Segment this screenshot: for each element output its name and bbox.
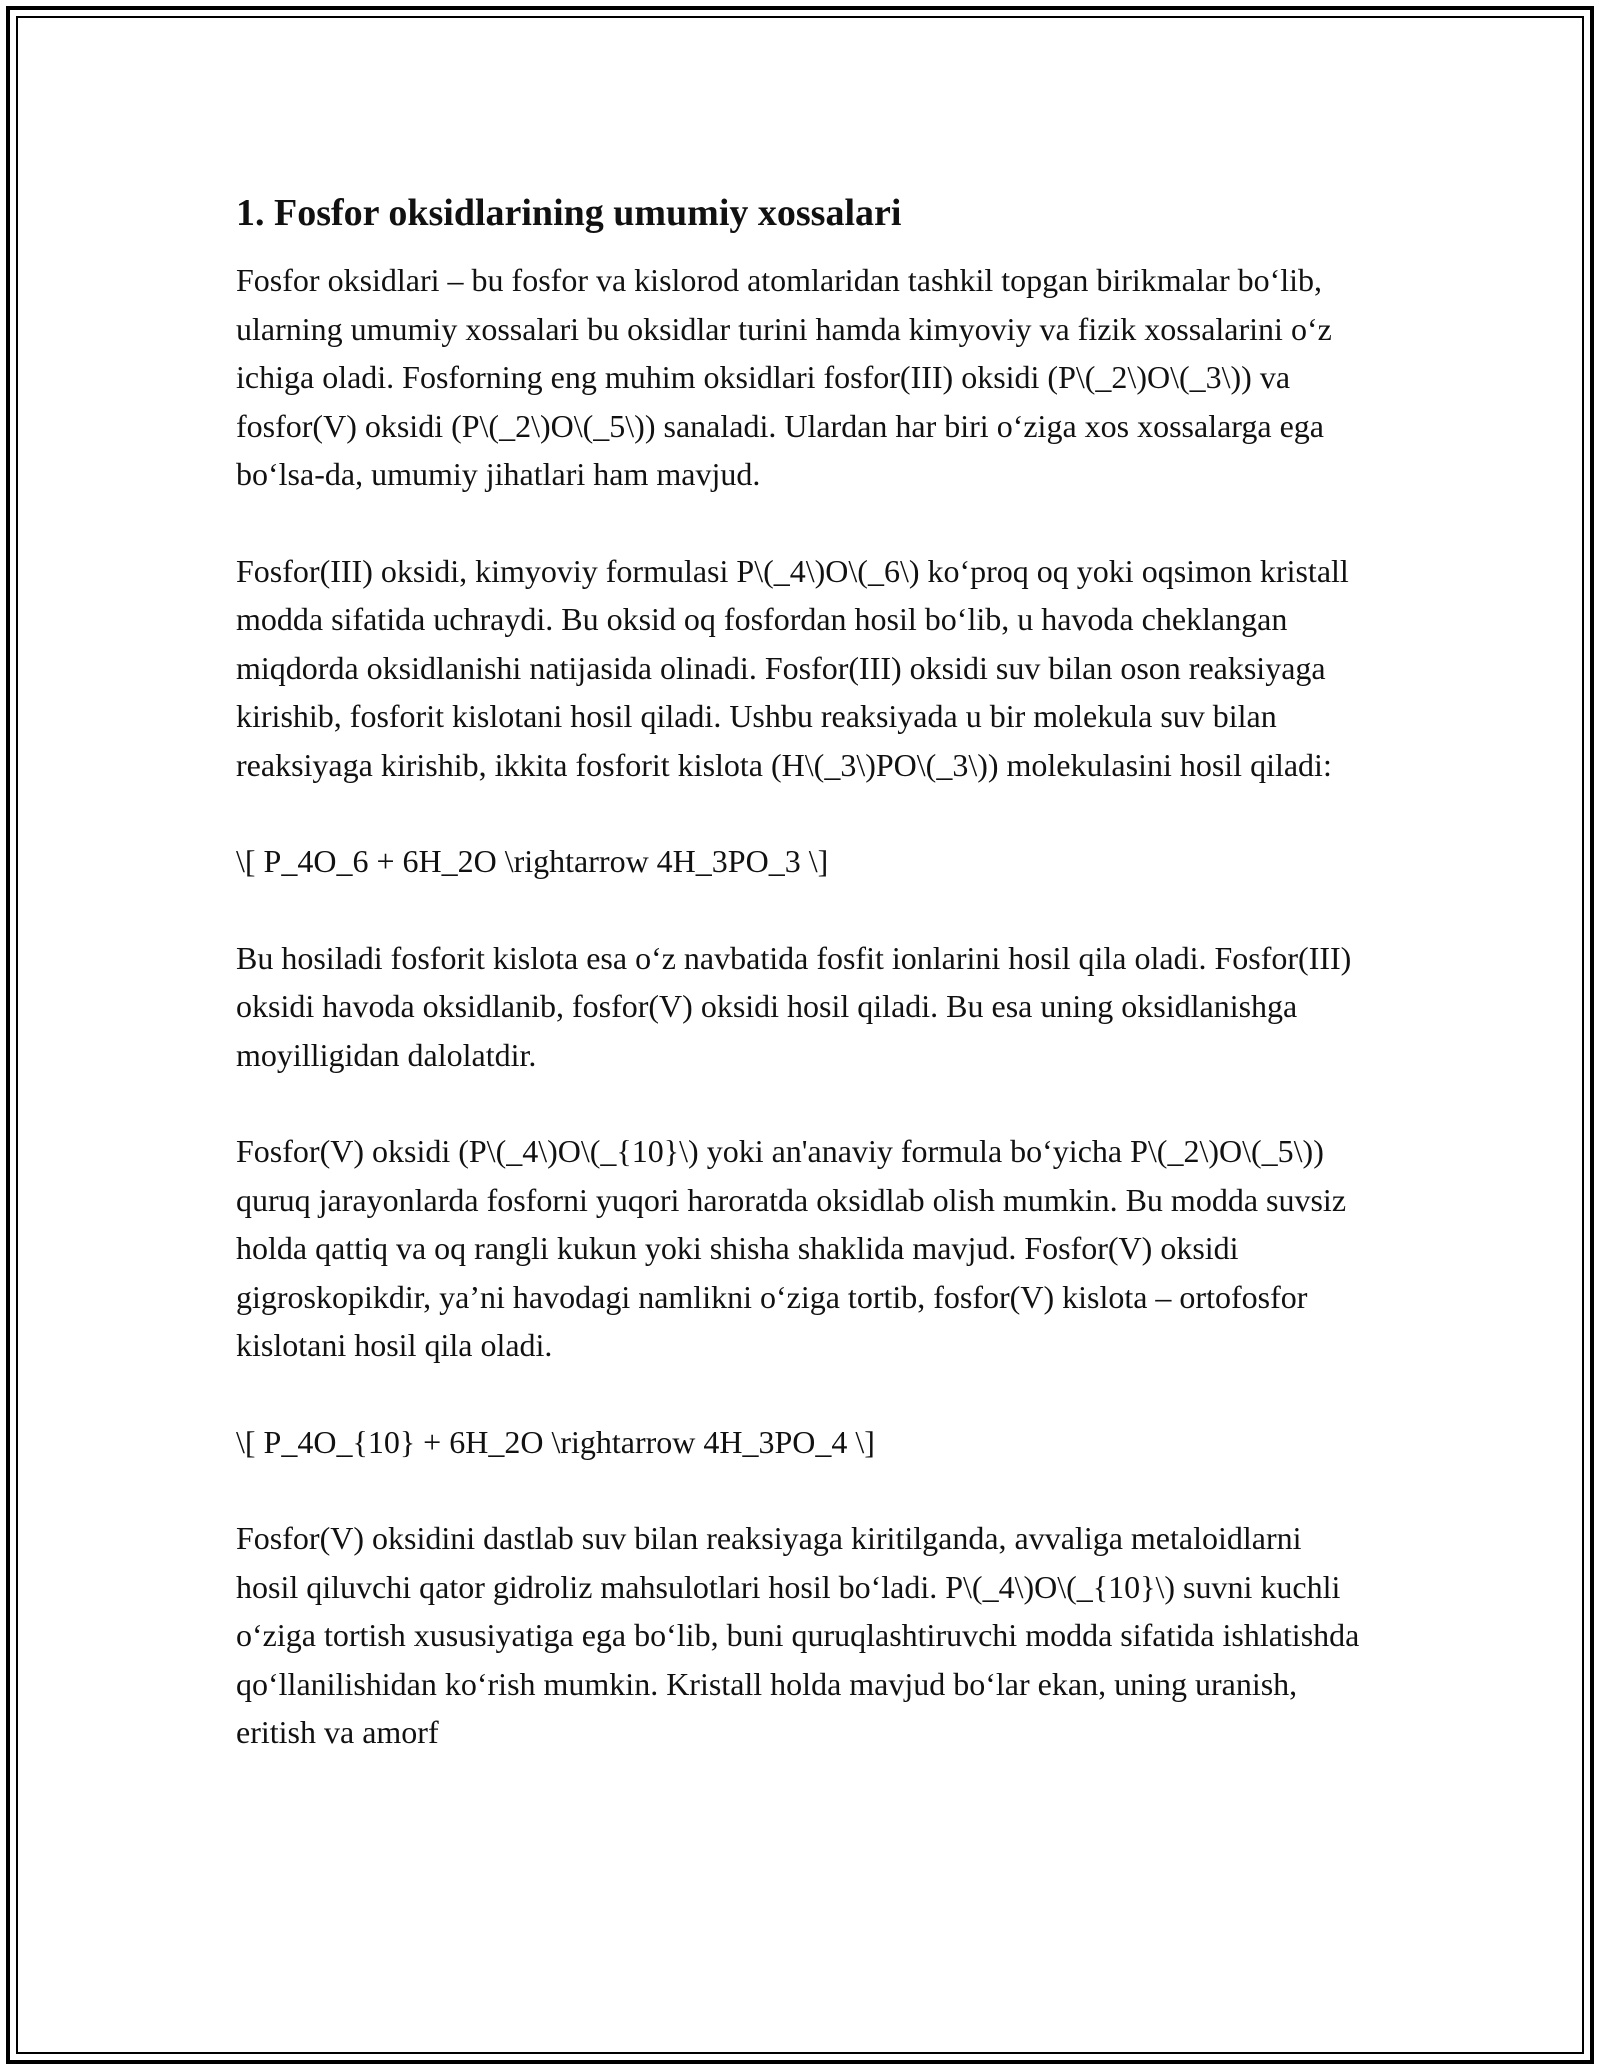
paragraph-phosphorus-v-oxide: Fosfor(V) oksidi (P\(_4\)O\(_{10}\) yoki an'anaviy formula bo‘yicha P\(_2\)O\(_5\)) quruq jarayonlarda fosforni yuqori haroratda oksidlab olish mumkin. Bu modda suvsiz holda qattiq va oq rangli kukun yoki shisha shaklida mavjud. Fosfor(V) oksidi gigroskopikdir, ya’ni havodagi namlikni o‘ziga tortib, fosfor(V) kislota – ortofosfor kislotani hosil qila oladi. bbox=[236, 1133, 1347, 1363]
paragraph-phosphorous-acid: Bu hosiladi fosforit kislota esa o‘z navbatida fosfit ionlarini hosil qila oladi. Fosfor(III) oksidi havoda oksidlanib, fosfor(V) oksidi hosil qiladi. Bu esa uning oksidlanishga moyilligidan dalolatdir. bbox=[236, 939, 1352, 1073]
equation-p4o10-hydrolysis: \[ P_4O_{10} + 6H_2O \rightarrow 4H_3PO_4 \] bbox=[236, 1423, 875, 1460]
paragraph-p4o10-reaction: Fosfor(V) oksidini dastlab suv bilan reaksiyaga kiritilganda, avvaliga metaloidlarni hosil qiluvchi qator gidroliz mahsulotlari hosil bo‘ladi. P\(_4\)O\(_{10}\) suvni kuchli o‘ziga tortish xususiyatiga ega bo‘lib, buni quruqlashtiruvchi modda sifatida ishlatishda qo‘llanilishidan ko‘rish mumkin. Kristall holda mavjud bo‘lar ekan, uning uranish, eritish va amorf bbox=[236, 1520, 1360, 1750]
paragraph-intro: Fosfor oksidlari – bu fosfor va kislorod atomlaridan tashkil topgan birikmalar bo‘lib, ularning umumiy xossalari bu oksidlar turini hamda kimyoviy va fizik xossalarini o‘z ichiga oladi. Fosforning eng muhim oksidlari fosfor(III) oksidi (P\(_2\)O\(_3\)) va fosfor(V) oksidi (P\(_2\)O\(_5\)) sanaladi. Ulardan har biri o‘ziga xos xossalarga ega bo‘lsa-da, umumiy jihatlari ham mavjud. bbox=[236, 262, 1332, 492]
document-body bbox=[236, 188, 1366, 1805]
section-heading: 1. Fosfor oksidlarining umumiy xossalari bbox=[236, 192, 902, 234]
equation-p4o6-hydrolysis: \[ P_4O_6 + 6H_2O \rightarrow 4H_3PO_3 \] bbox=[236, 843, 829, 879]
paragraph-phosphorus-iii-oxide: Fosfor(III) oksidi, kimyoviy formulasi P\(_4\)O\(_6\) ko‘proq oq yoki oqsimon kristall modda sifatida uchraydi. Bu oksid oq fosfordan hosil bo‘lib, u havoda cheklangan miqdorda oksidlanishi natijasida olinadi. Fosfor(III) oksidi suv bilan oson reaksiyaga kirishib, fosforit kislotani hosil qiladi. Ushbu reaksiyada u bir molekula suv bilan reaksiyaga kirishib, ikkita fosforit kislota (H\(_3\)PO\(_3\)) molekulasini hosil qiladi: bbox=[236, 552, 1349, 783]
